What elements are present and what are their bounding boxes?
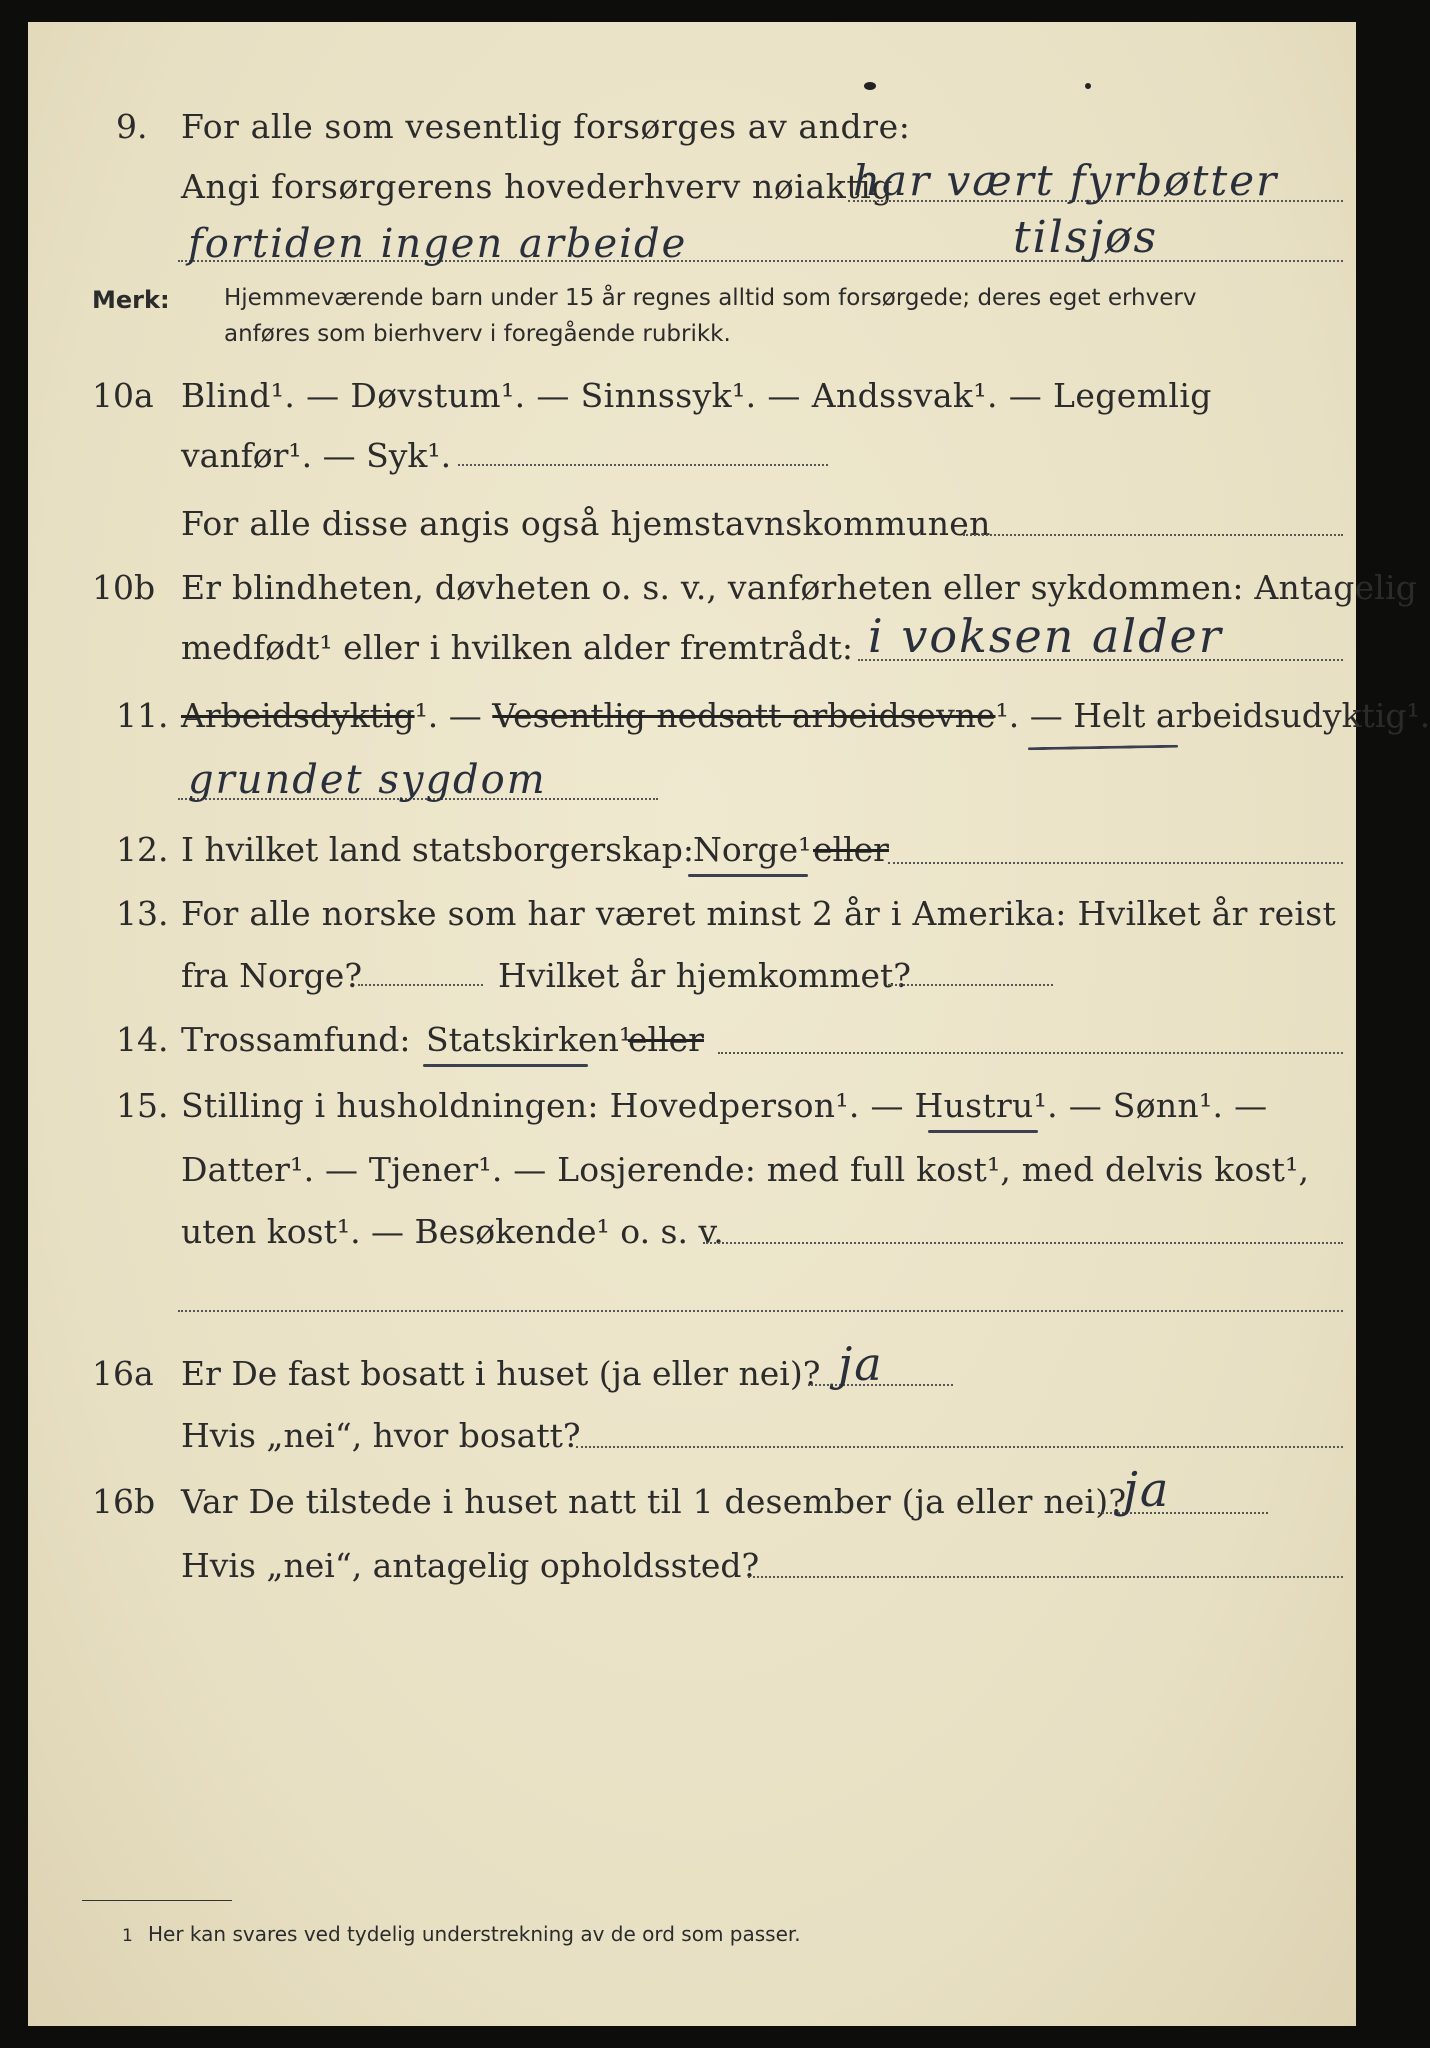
q11-underline-mark <box>1028 745 1178 751</box>
q16b-line1: Var De tilstede i huset natt til 1 desember (ja eller nei)? <box>181 1482 1127 1521</box>
q12-underline-mark <box>688 874 808 877</box>
q13-year-left-line <box>358 984 483 986</box>
q10a-number: 10a <box>92 376 154 415</box>
q11-struck-option2: Vesentlig nedsatt arbeidsevne <box>492 696 996 735</box>
q10a-line2: vanfør¹. — Syk¹. <box>181 436 452 475</box>
q11-handwritten-reason: grundet sygdom <box>188 757 547 803</box>
q11-struck-option1: Arbeidsdyktig <box>181 696 415 735</box>
q9-number: 9. <box>116 107 148 146</box>
q10b-line2: medfødt¹ eller i hvilken alder fremtrådt: <box>181 628 854 667</box>
q12-struck-eller: eller <box>813 830 889 869</box>
q10b-handwritten-age: i voksen alder <box>868 609 1223 663</box>
q15-number: 15. <box>116 1086 169 1125</box>
footnote-marker: 1 <box>122 1926 133 1946</box>
q12-answer-line <box>888 862 1343 864</box>
q11-line1 <box>181 696 1430 736</box>
q10a-hometown-line <box>963 534 1343 536</box>
census-form-page <box>28 22 1430 2026</box>
q15-line2: Datter¹. — Tjener¹. — Losjerende: med full kost¹, med delvis kost¹, <box>181 1150 1310 1189</box>
q11-number: 11. <box>116 696 169 735</box>
q14-option-statskirken: Statskirken¹ <box>426 1020 633 1059</box>
q14-struck-eller: eller <box>628 1020 704 1059</box>
q16b-handwritten-answer: ja <box>1123 1462 1171 1518</box>
q10a-answer-line <box>458 464 828 466</box>
q12-text: I hvilket land statsborgerskap: <box>181 830 695 869</box>
ink-dot <box>1085 83 1091 89</box>
q13-number: 13. <box>116 894 169 933</box>
q12-option-norge: Norge¹ <box>693 830 812 869</box>
q15-line1: Stilling i husholdningen: Hovedperson¹. — Hustru¹. — Sønn¹. — <box>181 1086 1268 1125</box>
q14-underline-mark <box>423 1064 588 1067</box>
q16b-number: 16b <box>92 1482 156 1521</box>
q11-remaining-options: ¹. — Helt arbeidsudyktig¹. <box>995 696 1430 735</box>
q13-line1: For alle norske som har været minst 2 år i Amerika: Hvilket år reist <box>181 894 1337 933</box>
q16b-location-line <box>748 1576 1343 1578</box>
q15-answer-line1 <box>703 1242 1343 1244</box>
footnote-rule <box>82 1900 232 1901</box>
q14-answer-line <box>718 1052 1343 1054</box>
q16b-line2: Hvis „nei“, antagelig opholdssted? <box>181 1546 760 1585</box>
merk-label: Merk: <box>92 286 170 314</box>
q14-number: 14. <box>116 1020 169 1059</box>
q10b-number: 10b <box>92 568 156 607</box>
footnote-text: Her kan svares ved tydelig understrekning av de ord som passer. <box>148 1922 801 1946</box>
merk-line2: anføres som bierhverv i foregående rubrikk. <box>224 321 731 347</box>
q9-handwritten-occupation: har vært fyrbøtter <box>853 156 1279 205</box>
q10a-line1: Blind¹. — Døvstum¹. — Sinnssyk¹. — Andssvak¹. — Legemlig <box>181 376 1212 415</box>
q10a-line3: For alle disse angis også hjemstavnskommunen <box>181 504 991 543</box>
q9-line1: For alle som vesentlig forsørges av andre: <box>181 107 911 146</box>
q15-underline-hustru <box>928 1130 1038 1133</box>
q16a-handwritten-answer: ja <box>838 1337 884 1391</box>
q12-number: 12. <box>116 830 169 869</box>
q14-text: Trossamfund: <box>181 1020 411 1059</box>
q16a-where-line <box>576 1446 1343 1448</box>
q13-year-returned-line <box>888 984 1053 986</box>
q15-line3: uten kost¹. — Besøkende¹ o. s. v. <box>181 1212 724 1251</box>
q13-line2b: Hvilket år hjemkommet? <box>498 956 911 995</box>
q16a-number: 16a <box>92 1354 154 1393</box>
q9-line2: Angi forsørgerens hovederhverv nøiaktig <box>181 167 894 206</box>
q16a-line1: Er De fast bosatt i huset (ja eller nei)? <box>181 1354 821 1393</box>
q13-line2a: fra Norge? <box>181 956 363 995</box>
q10b-line1: Er blindheten, døvheten o. s. v., vanførheten eller sykdommen: Antagelig <box>181 568 1418 607</box>
merk-line1: Hjemmeværende barn under 15 år regnes alltid som forsørgede; deres eget erhverv <box>224 285 1197 311</box>
q11-separator: ¹. — <box>414 696 493 735</box>
q9-handwritten-place: tilsjøs <box>1013 212 1159 263</box>
ink-spot <box>864 82 876 90</box>
q9-handwritten-note: fortiden ingen arbeide <box>188 221 688 267</box>
q16a-line2: Hvis „nei“, hvor bosatt? <box>181 1416 581 1455</box>
q15-answer-line2 <box>178 1310 1343 1312</box>
